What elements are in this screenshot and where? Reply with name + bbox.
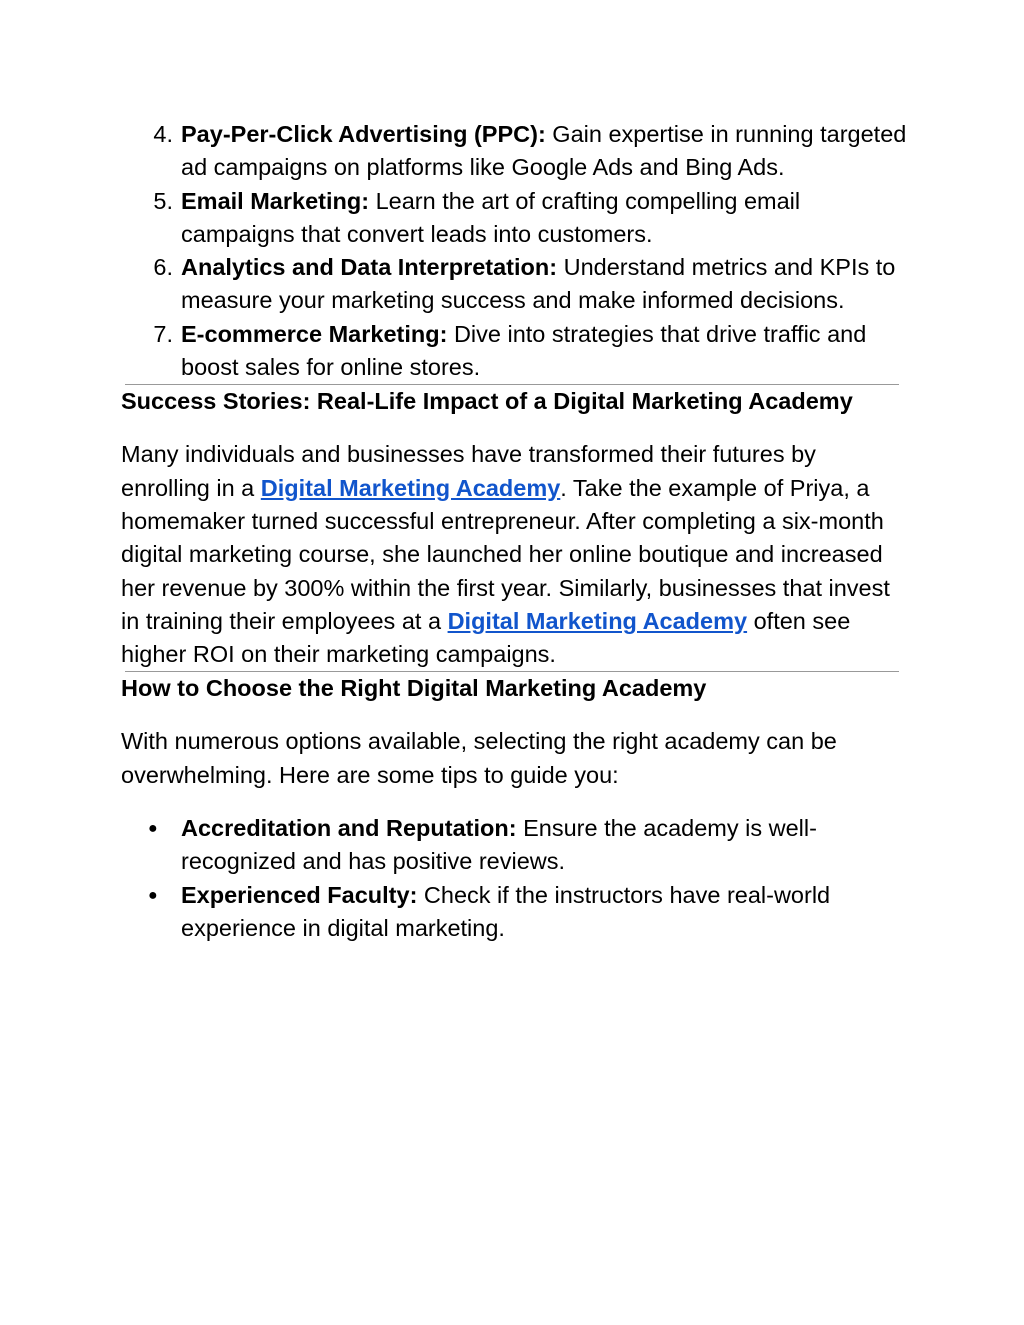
divider <box>125 384 899 385</box>
list-item-text: Gain expertise in running targeted ad campaigns on platforms like Google Ads and Bing Ads. <box>181 121 907 181</box>
list-item-title: Experienced Faculty: <box>181 881 418 908</box>
list-number: 5. <box>153 187 173 214</box>
bullet-icon: ● <box>148 886 158 904</box>
paragraph-text: Many individuals and businesses have transformed their futures by enrolling in a <box>121 441 816 501</box>
document-page <box>121 118 911 945</box>
list-item-title: Accreditation and Reputation: <box>181 815 517 842</box>
list-item <box>121 879 911 946</box>
bullet-icon: ● <box>148 820 158 838</box>
list-item <box>121 251 911 318</box>
list-item-text: Understand metrics and KPIs to measure your marketing success and make informed decisions. <box>181 254 896 314</box>
list-item-title: E-commerce Marketing: <box>181 320 448 347</box>
paragraph-text: often see higher ROI on their marketing campaigns. <box>121 607 851 668</box>
choose-intro-paragraph: With numerous options available, selecting the right academy can be overwhelming. Here are some tips to guide you: <box>121 728 837 788</box>
digital-marketing-academy-link[interactable]: Digital Marketing Academy <box>260 474 561 501</box>
list-item <box>121 118 911 185</box>
list-item-text: Check if the instructors have real-world experience in digital marketing. <box>181 881 831 941</box>
list-number: 4. <box>153 121 173 147</box>
choose-academy-heading: How to Choose the Right Digital Marketing Academy <box>121 675 707 702</box>
success-stories-heading: Success Stories: Real-Life Impact of a Digital Marketing Academy <box>121 388 853 415</box>
list-number: 6. <box>153 254 173 281</box>
paragraph-text: . Take the example of Priya, a homemaker turned successful entrepreneur. After completing a six-month digital marketing course, she launched her online boutique and increased her revenue by 300% within the first year. Similarly, businesses that invest in training their employees at a <box>121 474 890 634</box>
digital-marketing-academy-link[interactable]: Digital Marketing Academy <box>447 607 748 634</box>
list-item-title: Analytics and Data Interpretation: <box>181 254 558 281</box>
list-number: 7. <box>153 320 173 347</box>
list-item-text: Learn the art of crafting compelling email campaigns that convert leads into customers. <box>181 187 801 247</box>
list-item-text: Ensure the academy is well-recognized and has positive reviews. <box>181 815 817 875</box>
list-item-text: Dive into strategies that drive traffic and boost sales for online stores. <box>181 320 867 381</box>
list-item <box>121 185 911 252</box>
tips-bullet-list <box>121 812 911 945</box>
list-item <box>121 812 911 879</box>
list-item-title: Pay-Per-Click Advertising (PPC): <box>181 121 546 147</box>
divider <box>125 671 899 672</box>
list-item <box>121 318 911 385</box>
success-stories-paragraph <box>121 438 911 671</box>
list-item-title: Email Marketing: <box>181 187 370 214</box>
numbered-list <box>121 118 911 384</box>
